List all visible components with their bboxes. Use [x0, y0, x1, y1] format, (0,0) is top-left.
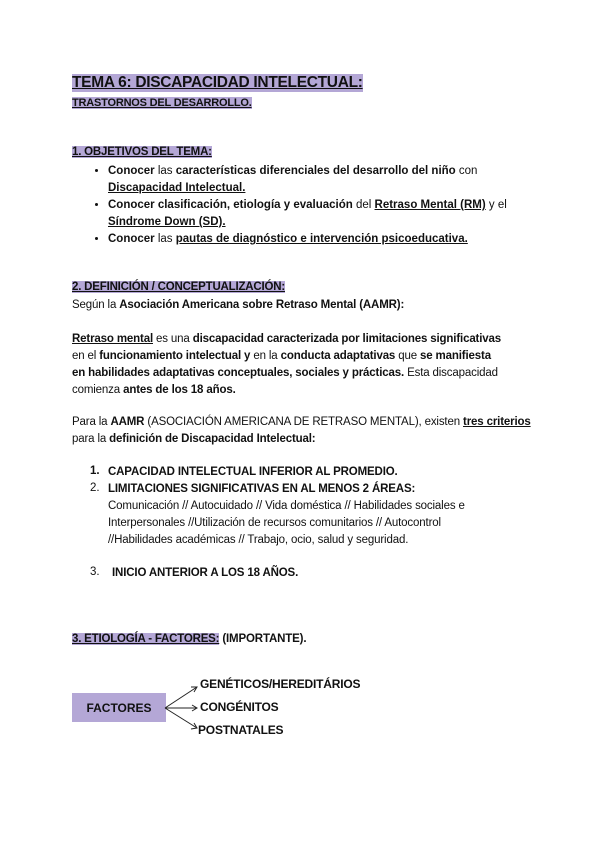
def-text: Retraso mental [72, 333, 153, 345]
factor-item: GENÉTICOS/HEREDITÁRIOS [200, 677, 361, 691]
objective-item [108, 197, 548, 231]
criterion-number: 1. [90, 465, 100, 477]
factor-item: CONGÉNITOS [200, 700, 279, 714]
def-text: Esta discapacidad [404, 367, 498, 379]
para-text: AAMR [110, 416, 145, 428]
objective-item [108, 231, 548, 248]
criterion-2-areas: Comunicación // Autocuidado // Vida doméstica // Habilidades sociales e [108, 500, 465, 512]
def-text: es una [152, 333, 193, 345]
criterion-1: CAPACIDAD INTELECTUAL INFERIOR AL PROMEDIO. [108, 466, 398, 478]
criterion-2-areas: //Habilidades académicas // Trabajo, ocio, salud y seguridad. [108, 534, 409, 546]
criterion-2-areas: Interpersonales //Utilización de recursos comunitarios // Autocontrol [108, 517, 441, 529]
def-text: discapacidad caracterizada por limitaciones significativas [192, 333, 502, 345]
def-text: en habilidades adaptativas conceptuales, sociales y prácticas. [72, 367, 405, 379]
criterion-3: INICIO ANTERIOR A LOS 18 AÑOS. [112, 567, 299, 579]
criterion-2: LIMITACIONES SIGNIFICATIVAS EN AL MENOS 2 ÁREAS: [108, 483, 416, 495]
para-text: definición de Discapacidad Intelectual: [109, 433, 316, 445]
def-text: funcionamiento intelectual y [99, 350, 251, 362]
objective-text: del [352, 199, 375, 211]
objectives-list [90, 163, 548, 248]
para-text: (ASOCIACIÓN AMERICANA DE RETRASO MENTAL), existen [144, 416, 464, 428]
def-text: en el [72, 350, 100, 362]
objective-text: pautas de diagnóstico e intervención psicoeducativa. [175, 233, 468, 245]
intro-text: Asociación Americana sobre Retraso Mental (AAMR): [119, 299, 405, 311]
section2-heading: 2. DEFINICIÓN / CONCEPTUALIZACIÓN: [72, 281, 285, 293]
objective-text: Conocer clasificación, etiología y evaluación [108, 199, 353, 211]
objective-text: Conocer [108, 165, 155, 177]
section3-heading-line [72, 631, 306, 648]
def-text: en la [250, 350, 281, 362]
objective-text: Discapacidad Intelectual. [108, 182, 246, 194]
criterion-number: 2. [90, 482, 100, 494]
section3-heading: 3. ETIOLOGÍA - FACTORES: [72, 633, 220, 645]
def-text: que [395, 350, 421, 362]
def-text: conducta adaptativas [280, 350, 396, 362]
intro-text: Según la [72, 299, 120, 311]
definition-paragraph [72, 331, 532, 399]
objective-text: Retraso Mental (RM) [374, 199, 486, 211]
objective-text: Síndrome Down (SD). [108, 216, 226, 228]
def-text: antes de los 18 años. [123, 384, 236, 396]
section1-heading: 1. OBJETIVOS DEL TEMA: [72, 146, 212, 158]
factor-item: POSTNATALES [198, 723, 284, 737]
para-text: tres criterios [463, 416, 531, 428]
page-title: TEMA 6: DISCAPACIDAD INTELECTUAL: [72, 74, 363, 91]
objective-text: Conocer [108, 233, 155, 245]
section3-note: (IMPORTANTE). [219, 633, 307, 645]
objective-text: las [154, 233, 176, 245]
objective-text: las [154, 165, 176, 177]
def-text: se manifiesta [420, 350, 491, 362]
criterion-number: 3. [90, 566, 100, 578]
para-text: Para la [72, 416, 111, 428]
factors-box: FACTORES [72, 693, 166, 722]
page-subtitle: TRASTORNOS DEL DESARROLLO. [72, 97, 252, 109]
objective-text: características diferenciales del desarrollo del niño [175, 165, 456, 177]
para-text: para la [72, 433, 110, 445]
criteria-intro [72, 414, 542, 448]
objective-item [108, 163, 548, 197]
objective-text: con [455, 165, 478, 177]
def-text: comienza [72, 384, 124, 396]
branch-arrows-icon [160, 678, 200, 748]
definition-intro [72, 297, 404, 314]
objective-text: y el [485, 199, 507, 211]
